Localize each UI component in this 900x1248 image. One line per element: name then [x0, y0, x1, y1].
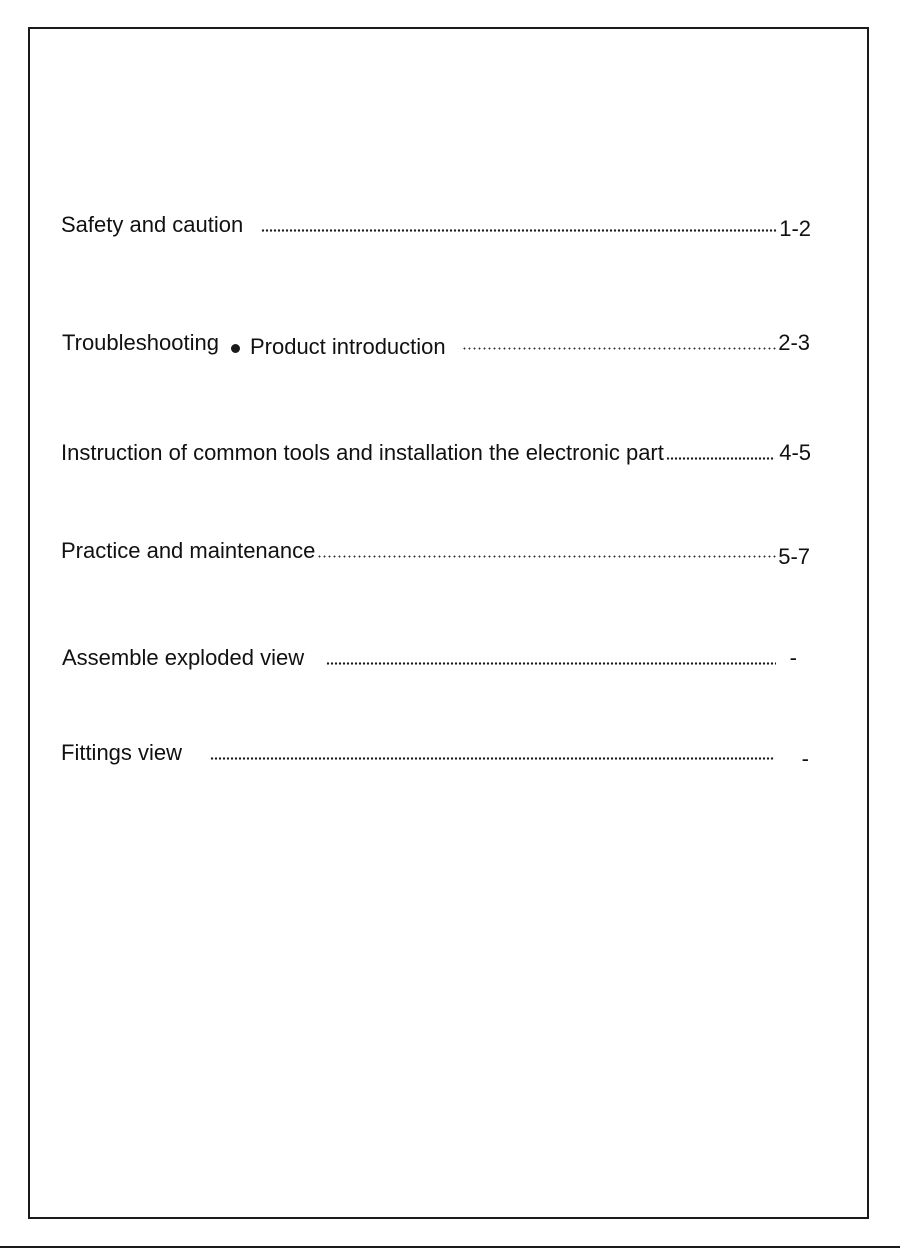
toc-entry-instruction[interactable]: [61, 440, 811, 466]
toc-entry-title: Fittings view: [61, 740, 183, 765]
toc-entry-subtitle: Product introduction: [249, 334, 446, 359]
toc-entry-page: -: [801, 746, 809, 771]
toc-entry-page: 2-3: [778, 330, 810, 355]
dot-leader: [666, 457, 775, 460]
toc-entry-fittings[interactable]: [61, 740, 809, 771]
dot-leader: [210, 757, 774, 760]
toc-entry-title: Practice and maintenance: [61, 538, 316, 563]
toc-entry-troubleshooting[interactable]: [62, 330, 810, 359]
toc-entry-title: Assemble exploded view: [62, 645, 305, 670]
toc-entry-title: Instruction of common tools and installation the electronic part: [61, 440, 664, 465]
toc-entry-safety[interactable]: [61, 212, 811, 241]
toc-entry-page: 4-5: [779, 440, 811, 465]
dot-leader: [317, 555, 776, 558]
toc-entry-title: Safety and caution: [61, 212, 244, 237]
toc-entry-page: 1-2: [779, 216, 811, 241]
toc-entry-title: Troubleshooting: [62, 330, 219, 355]
page-border: [28, 27, 869, 1219]
dot-leader: [261, 229, 777, 232]
toc-entry-practice[interactable]: [61, 538, 810, 569]
dot-leader: [462, 347, 777, 350]
toc-entry-page: -: [789, 645, 797, 670]
bullet-icon: [231, 344, 240, 353]
dot-leader: [326, 662, 776, 665]
toc-entry-page: 5-7: [778, 544, 810, 569]
toc-entry-assemble[interactable]: [62, 645, 797, 671]
